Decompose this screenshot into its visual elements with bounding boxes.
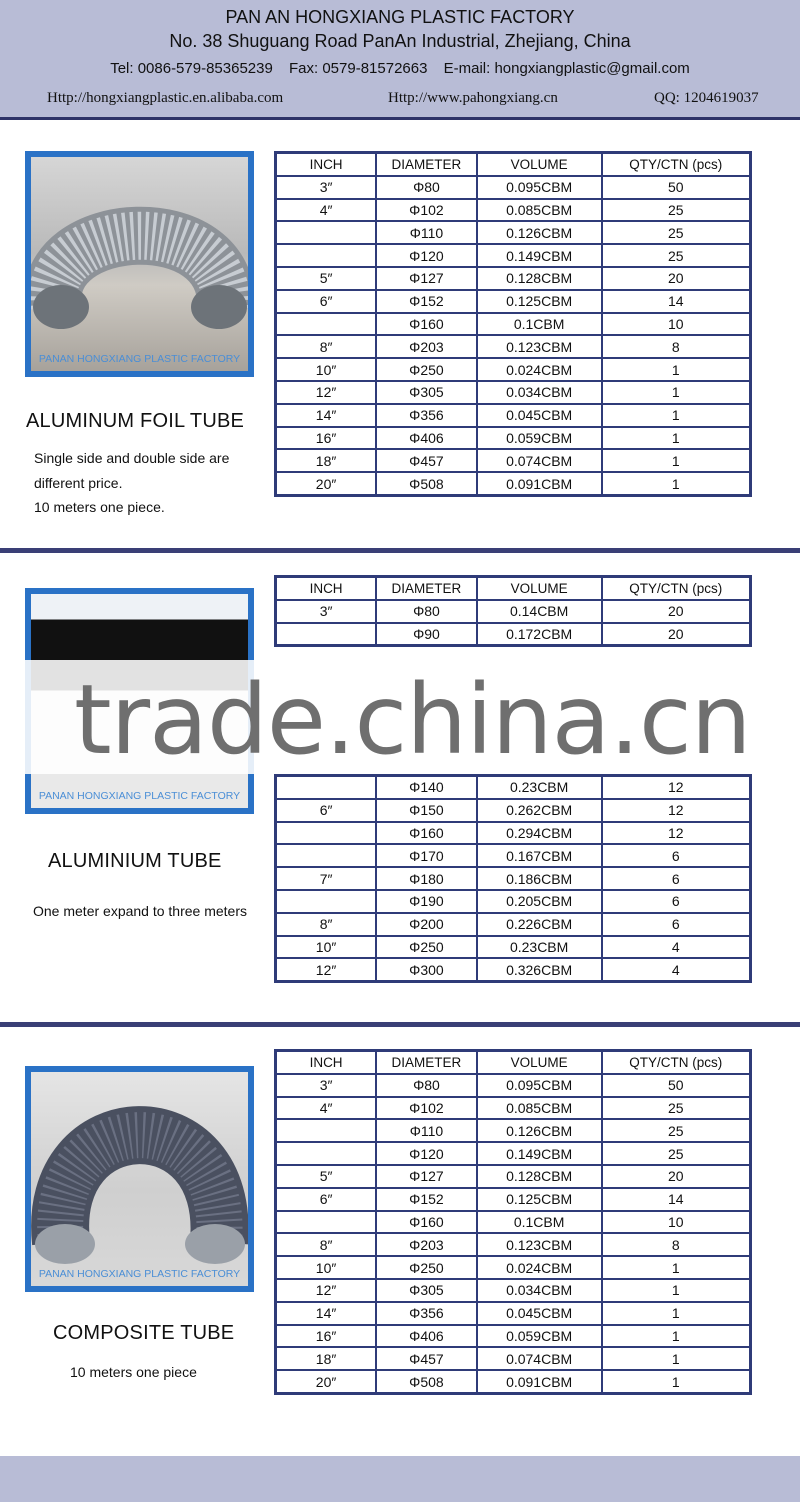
company-address: No. 38 Shuguang Road PanAn Industrial, Zhejiang, China <box>169 31 631 51</box>
table-cell: 0.095CBM <box>477 176 602 199</box>
note-line: One meter expand to three meters <box>33 903 247 919</box>
table-cell: 20 <box>602 1165 751 1188</box>
table-cell: 10″ <box>276 936 377 959</box>
photo-watermark-caption: PANAN HONGXIANG PLASTIC FACTORY <box>38 1268 241 1280</box>
table-cell: 0.074CBM <box>477 449 602 472</box>
table-cell: 0.034CBM <box>477 381 602 404</box>
table-row <box>276 1188 751 1211</box>
table-cell: Φ457 <box>376 1347 477 1370</box>
table-cell: 0.059CBM <box>477 1325 602 1348</box>
table-cell: 1 <box>602 1279 751 1302</box>
table-cell: 0.326CBM <box>477 958 602 981</box>
column-header: QTY/CTN (pcs) <box>602 577 751 600</box>
table-cell: Φ305 <box>376 381 477 404</box>
composite-tube-illustration <box>31 1072 248 1286</box>
table-header-row <box>276 577 751 600</box>
table-cell: 12 <box>602 776 751 799</box>
table-cell: 10″ <box>276 1256 377 1279</box>
table-row <box>276 313 751 336</box>
table-row <box>276 844 751 867</box>
section-divider <box>0 548 800 553</box>
table-row <box>276 1211 751 1234</box>
website-link[interactable]: Http://www.pahongxiang.cn <box>388 90 558 106</box>
table-cell: 18″ <box>276 1347 377 1370</box>
table-cell: 0.205CBM <box>477 890 602 913</box>
table-cell: Φ200 <box>376 913 477 936</box>
table-cell: 1 <box>602 1302 751 1325</box>
table-cell: 18″ <box>276 449 377 472</box>
table-cell: Φ250 <box>376 936 477 959</box>
table-cell: Φ180 <box>376 867 477 890</box>
table-row <box>276 472 751 495</box>
table-cell: 20 <box>602 267 751 290</box>
table-cell: 16″ <box>276 427 377 450</box>
table-cell: 1 <box>602 1370 751 1393</box>
column-header: VOLUME <box>477 577 602 600</box>
table-cell: 0.034CBM <box>477 1279 602 1302</box>
table-row <box>276 176 751 199</box>
table-cell: 3″ <box>276 600 377 623</box>
table-cell <box>276 1142 377 1165</box>
table-cell: 6 <box>602 867 751 890</box>
table-cell: 20 <box>602 600 751 623</box>
table-cell: 1 <box>602 404 751 427</box>
table-row <box>276 936 751 959</box>
table-cell: 0.125CBM <box>477 290 602 313</box>
table-row <box>276 1347 751 1370</box>
table-cell: 1 <box>602 381 751 404</box>
composite-tube-photo <box>25 1066 254 1292</box>
table-cell: 5″ <box>276 1165 377 1188</box>
table-cell: 6″ <box>276 1188 377 1211</box>
table-cell: 0.128CBM <box>477 1165 602 1188</box>
table-row <box>276 1097 751 1120</box>
note-line: different price. <box>34 474 123 491</box>
tel-number: Tel: 0086-579-85365239 <box>110 60 273 77</box>
table-cell: Φ127 <box>376 1165 477 1188</box>
table-cell: Φ203 <box>376 335 477 358</box>
contact-line <box>0 60 800 77</box>
watermark-text: trade.china.cn <box>74 664 751 776</box>
table-cell: Φ152 <box>376 290 477 313</box>
table-row <box>276 335 751 358</box>
table-cell: Φ160 <box>376 822 477 845</box>
table-cell: 1 <box>602 472 751 495</box>
table-cell: 5″ <box>276 267 377 290</box>
table-cell: 12″ <box>276 381 377 404</box>
product-notes <box>70 1360 197 1385</box>
note-line: 10 meters one piece. <box>34 499 165 515</box>
composite-spec-table <box>274 1049 752 1395</box>
table-cell: Φ356 <box>376 404 477 427</box>
table-cell: 0.095CBM <box>477 1074 602 1097</box>
table-cell: 12 <box>602 822 751 845</box>
table-cell: 0.149CBM <box>477 1142 602 1165</box>
table-cell: 50 <box>602 1074 751 1097</box>
table-cell: Φ140 <box>376 776 477 799</box>
table-cell <box>276 890 377 913</box>
table-cell: 0.14CBM <box>477 600 602 623</box>
table-cell: Φ160 <box>376 313 477 336</box>
table-cell: 0.123CBM <box>477 335 602 358</box>
table-row <box>276 427 751 450</box>
table-cell: 0.1CBM <box>477 1211 602 1234</box>
photo-watermark-caption: PANAN HONGXIANG PLASTIC FACTORY <box>38 790 241 802</box>
alibaba-link[interactable]: Http://hongxiangplastic.en.alibaba.com <box>47 90 284 106</box>
table-cell: 6 <box>602 890 751 913</box>
table-row <box>276 600 751 623</box>
table-cell: Φ110 <box>376 1119 477 1142</box>
table-cell: 1 <box>602 427 751 450</box>
table-row <box>276 449 751 472</box>
column-header: INCH <box>276 153 377 176</box>
table-cell: Φ110 <box>376 221 477 244</box>
qq-number: QQ: 1204619037 <box>654 90 759 106</box>
table-cell: 0.045CBM <box>477 1302 602 1325</box>
table-row <box>276 913 751 936</box>
table-cell: 0.1CBM <box>477 313 602 336</box>
table-cell: 14 <box>602 1188 751 1211</box>
aluminum-foil-spec-table <box>274 151 752 497</box>
table-cell: Φ356 <box>376 1302 477 1325</box>
table-row <box>276 404 751 427</box>
product-notes <box>33 899 247 924</box>
table-row <box>276 623 751 646</box>
section-divider <box>0 1022 800 1027</box>
column-header: DIAMETER <box>376 153 477 176</box>
table-row <box>276 358 751 381</box>
table-cell: 0.091CBM <box>477 472 602 495</box>
table-cell: Φ250 <box>376 1256 477 1279</box>
column-header: QTY/CTN (pcs) <box>602 153 751 176</box>
table-cell: Φ127 <box>376 267 477 290</box>
table-cell: 0.059CBM <box>477 427 602 450</box>
table-cell: 8″ <box>276 1233 377 1256</box>
table-cell: Φ508 <box>376 1370 477 1393</box>
table-cell: 1 <box>602 1325 751 1348</box>
table-cell: 25 <box>602 221 751 244</box>
table-row <box>276 776 751 799</box>
table-cell: 6″ <box>276 290 377 313</box>
table-cell <box>276 244 377 267</box>
table-cell: 25 <box>602 1142 751 1165</box>
table-cell <box>276 822 377 845</box>
table-cell: Φ102 <box>376 1097 477 1120</box>
aluminium-spec-table-top <box>274 575 752 647</box>
table-cell: 0.23CBM <box>477 776 602 799</box>
table-row <box>276 1256 751 1279</box>
table-row <box>276 890 751 913</box>
table-cell: 25 <box>602 199 751 222</box>
table-cell: 25 <box>602 244 751 267</box>
table-cell: Φ457 <box>376 449 477 472</box>
table-row <box>276 1325 751 1348</box>
table-row <box>276 822 751 845</box>
table-cell: 0.091CBM <box>477 1370 602 1393</box>
table-cell: 12″ <box>276 958 377 981</box>
table-cell: 1 <box>602 1256 751 1279</box>
aluminum-foil-tube-photo <box>25 151 254 377</box>
table-cell: 3″ <box>276 176 377 199</box>
table-cell: 14 <box>602 290 751 313</box>
table-cell: Φ80 <box>376 1074 477 1097</box>
table-cell: 0.167CBM <box>477 844 602 867</box>
table-cell: 1 <box>602 358 751 381</box>
foil-tube-illustration <box>31 157 248 371</box>
table-cell: 8 <box>602 1233 751 1256</box>
table-cell: Φ203 <box>376 1233 477 1256</box>
table-cell <box>276 313 377 336</box>
table-row <box>276 290 751 313</box>
product-notes <box>34 446 229 520</box>
table-cell: 0.128CBM <box>477 267 602 290</box>
table-cell: 0.226CBM <box>477 913 602 936</box>
table-cell: Φ300 <box>376 958 477 981</box>
table-row <box>276 267 751 290</box>
table-cell: 20 <box>602 623 751 646</box>
column-header: DIAMETER <box>376 1051 477 1074</box>
table-header-row <box>276 153 751 176</box>
table-row <box>276 1074 751 1097</box>
product-title: ALUMINUM FOIL TUBE <box>26 410 245 432</box>
table-cell: Φ80 <box>376 176 477 199</box>
table-row <box>276 1142 751 1165</box>
table-row <box>276 244 751 267</box>
table-cell: 0.074CBM <box>477 1347 602 1370</box>
table-cell <box>276 1211 377 1234</box>
table-cell: 25 <box>602 1119 751 1142</box>
table-cell: 4 <box>602 936 751 959</box>
table-header-row <box>276 1051 751 1074</box>
table-cell: Φ305 <box>376 1279 477 1302</box>
table-cell: 6 <box>602 844 751 867</box>
table-cell: Φ406 <box>376 427 477 450</box>
footer-band <box>0 1456 800 1502</box>
table-row <box>276 867 751 890</box>
table-cell: Φ508 <box>376 472 477 495</box>
table-cell: Φ120 <box>376 244 477 267</box>
column-header: VOLUME <box>477 153 602 176</box>
table-cell: 10 <box>602 1211 751 1234</box>
table-cell: Φ102 <box>376 199 477 222</box>
table-cell: 8″ <box>276 913 377 936</box>
table-row <box>276 958 751 981</box>
table-cell: Φ170 <box>376 844 477 867</box>
table-cell: Φ150 <box>376 799 477 822</box>
table-cell: Φ160 <box>376 1211 477 1234</box>
table-row <box>276 1302 751 1325</box>
column-header: INCH <box>276 577 377 600</box>
table-cell: 7″ <box>276 867 377 890</box>
aluminium-spec-table-bottom <box>274 774 752 983</box>
table-cell: 20″ <box>276 472 377 495</box>
table-cell: 0.23CBM <box>477 936 602 959</box>
table-cell: 1 <box>602 1347 751 1370</box>
product-title: ALUMINIUM TUBE <box>48 850 222 872</box>
company-header <box>0 0 800 120</box>
fax-number: Fax: 0579-81572663 <box>289 60 428 77</box>
table-cell: 0.262CBM <box>477 799 602 822</box>
table-cell: 25 <box>602 1097 751 1120</box>
table-row <box>276 1119 751 1142</box>
table-cell <box>276 221 377 244</box>
table-cell: 0.125CBM <box>477 1188 602 1211</box>
table-row <box>276 799 751 822</box>
product-title: COMPOSITE TUBE <box>53 1322 235 1344</box>
table-cell: 12 <box>602 799 751 822</box>
table-cell: Φ120 <box>376 1142 477 1165</box>
table-cell: 20″ <box>276 1370 377 1393</box>
table-cell: 0.024CBM <box>477 1256 602 1279</box>
email-address[interactable]: E-mail: hongxiangplastic@gmail.com <box>443 60 690 77</box>
table-cell: 4 <box>602 958 751 981</box>
table-cell: 14″ <box>276 404 377 427</box>
table-cell: 14″ <box>276 1302 377 1325</box>
company-name: PAN AN HONGXIANG PLASTIC FACTORY <box>225 7 575 27</box>
table-cell: 0.172CBM <box>477 623 602 646</box>
table-cell: 0.085CBM <box>477 199 602 222</box>
table-cell: 0.186CBM <box>477 867 602 890</box>
table-cell: 50 <box>602 176 751 199</box>
table-cell: 0.123CBM <box>477 1233 602 1256</box>
table-cell <box>276 844 377 867</box>
table-cell: 0.126CBM <box>477 221 602 244</box>
table-cell: 12″ <box>276 1279 377 1302</box>
table-row <box>276 1370 751 1393</box>
column-header: INCH <box>276 1051 377 1074</box>
table-row <box>276 1233 751 1256</box>
table-cell: 0.294CBM <box>477 822 602 845</box>
table-cell: Φ250 <box>376 358 477 381</box>
table-row <box>276 1279 751 1302</box>
table-cell: 0.126CBM <box>477 1119 602 1142</box>
table-cell: 1 <box>602 449 751 472</box>
table-cell: 10 <box>602 313 751 336</box>
note-line: Single side and double side are <box>34 450 230 466</box>
table-cell <box>276 1119 377 1142</box>
table-row <box>276 199 751 222</box>
table-cell: 0.024CBM <box>477 358 602 381</box>
note-line: 10 meters one piece <box>70 1364 197 1380</box>
table-cell: 8 <box>602 335 751 358</box>
table-cell <box>276 776 377 799</box>
table-cell: Φ406 <box>376 1325 477 1348</box>
column-header: QTY/CTN (pcs) <box>602 1051 751 1074</box>
table-cell: 4″ <box>276 199 377 222</box>
table-cell: 10″ <box>276 358 377 381</box>
column-header: DIAMETER <box>376 577 477 600</box>
table-cell: Φ80 <box>376 600 477 623</box>
table-cell: Φ190 <box>376 890 477 913</box>
table-cell: 0.149CBM <box>477 244 602 267</box>
table-row <box>276 221 751 244</box>
table-cell: 6 <box>602 913 751 936</box>
column-header: VOLUME <box>477 1051 602 1074</box>
table-cell: 16″ <box>276 1325 377 1348</box>
table-cell: 8″ <box>276 335 377 358</box>
table-row <box>276 1165 751 1188</box>
table-cell: 4″ <box>276 1097 377 1120</box>
table-row <box>276 381 751 404</box>
table-cell: 6″ <box>276 799 377 822</box>
table-cell: Φ90 <box>376 623 477 646</box>
table-cell: Φ152 <box>376 1188 477 1211</box>
table-cell: 0.045CBM <box>477 404 602 427</box>
table-cell <box>276 623 377 646</box>
photo-watermark-caption: PANAN HONGXIANG PLASTIC FACTORY <box>38 353 241 365</box>
table-cell: 0.085CBM <box>477 1097 602 1120</box>
table-cell: 3″ <box>276 1074 377 1097</box>
